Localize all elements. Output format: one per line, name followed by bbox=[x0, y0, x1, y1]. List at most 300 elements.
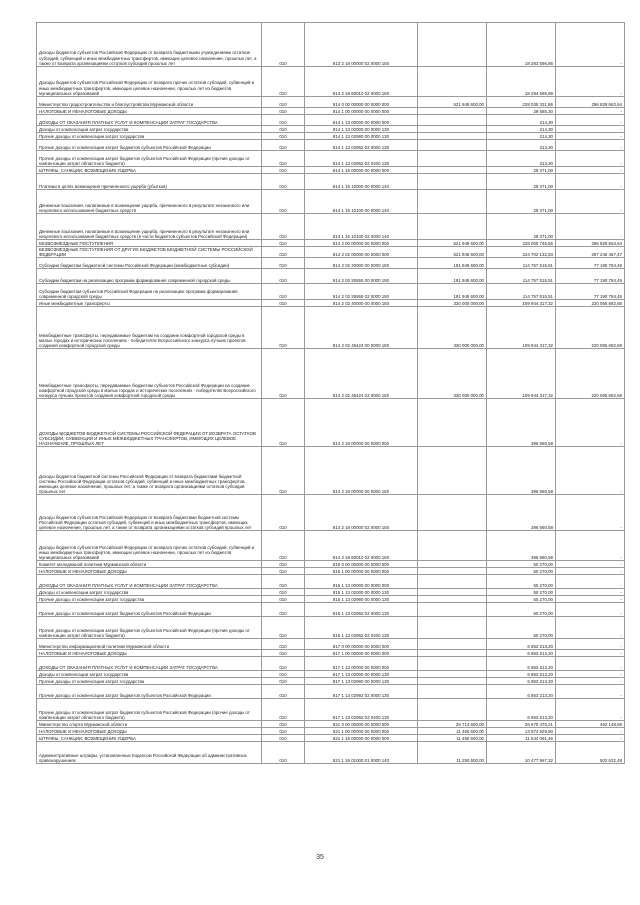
approved-amount-cell: 11 250 600,00 bbox=[418, 742, 487, 764]
unexecuted-amount-cell: - bbox=[556, 685, 625, 699]
revenue-code-cell: 813 2 18 00000 02 0000 150 bbox=[305, 23, 418, 67]
table-row bbox=[37, 190, 625, 214]
table-row bbox=[37, 617, 625, 639]
executed-amount-cell: 13 574 629,80 bbox=[487, 728, 556, 735]
revenue-code-cell: 814 1 13 02992 02 0000 130 bbox=[305, 140, 418, 151]
unexecuted-amount-cell: - bbox=[556, 596, 625, 603]
unexecuted-amount-cell: 77 190 784,49 bbox=[556, 284, 625, 300]
line-code-cell: 010 bbox=[262, 742, 305, 764]
unexecuted-amount-cell: - bbox=[556, 214, 625, 240]
indicator-name-cell: Прочие доходы от компенсации затрат бюджетов субъектов Российской Федерации (прочие доходы от компенсации затрат областного бюджета) bbox=[37, 617, 262, 639]
executed-amount-cell: 50 270,00 bbox=[487, 603, 556, 617]
approved-amount-cell: 521 948 600,00 bbox=[418, 240, 487, 247]
indicator-name-cell: Платежи в целях возмещения причиненного ущерба (убытков) bbox=[37, 174, 262, 190]
unexecuted-amount-cell: - bbox=[556, 657, 625, 671]
approved-amount-cell: 330 000 000,00 bbox=[418, 300, 487, 307]
indicator-name-cell: Министерство спорта Мурманской области bbox=[37, 721, 262, 728]
line-code-cell: 010 bbox=[262, 240, 305, 247]
revenue-code-cell: 815 1 13 02990 00 0000 130 bbox=[305, 596, 418, 603]
line-code-cell: 010 bbox=[262, 115, 305, 126]
approved-amount-cell bbox=[418, 174, 487, 190]
indicator-name-cell: ДОХОДЫ ОТ ОКАЗАНИЯ ПЛАТНЫХ УСЛУГ И КОМПЕНСАЦИИ ЗАТРАТ ГОСУДАРСТВА bbox=[37, 115, 262, 126]
unexecuted-amount-cell: 297 246 467,47 bbox=[556, 247, 625, 258]
approved-amount-cell bbox=[418, 596, 487, 603]
revenue-code-cell: 814 2 02 40000 00 0000 150 bbox=[305, 300, 418, 307]
table-row bbox=[37, 167, 625, 174]
line-code-cell: 010 bbox=[262, 67, 305, 97]
approved-amount-cell: 521 948 600,00 bbox=[418, 247, 487, 258]
indicator-name-cell: НАЛОГОВЫЕ И НЕНАЛОГОВЫЕ ДОХОДЫ bbox=[37, 650, 262, 657]
approved-amount-cell bbox=[418, 214, 487, 240]
indicator-name-cell: ДОХОДЫ БЮДЖЕТОВ БЮДЖЕТНОЙ СИСТЕМЫ РОССИЙСКОЙ ФЕДЕРАЦИИ ОТ ВОЗВРАТА ОСТАТКОВ СУБСИДИЙ, СУБВЕНЦИЙ И ИНЫХ МЕЖБЮДЖЕТНЫХ ТРАНСФЕРТОВ, ИМЕЮЩИХ ЦЕЛЕВОЕ НАЗНАЧЕНИЕ, ПРОШЛЫХ ЛЕТ bbox=[37, 399, 262, 447]
table-row bbox=[37, 269, 625, 284]
revenue-code-cell: 815 1 00 00000 00 0000 000 bbox=[305, 568, 418, 575]
indicator-name-cell: ШТРАФЫ, САНКЦИИ, ВОЗМЕЩЕНИЕ УЩЕРБА bbox=[37, 167, 262, 174]
revenue-code-cell: 814 1 16 10000 00 0000 140 bbox=[305, 174, 418, 190]
line-code-cell: 010 bbox=[262, 639, 305, 650]
revenue-code-cell: 814 1 00 00000 00 0000 000 bbox=[305, 108, 418, 115]
indicator-name-cell: ДОХОДЫ ОТ ОКАЗАНИЯ ПЛАТНЫХ УСЛУГ И КОМПЕНСАЦИИ ЗАТРАТ ГОСУДАРСТВА bbox=[37, 575, 262, 589]
revenue-code-cell: 815 1 13 02992 02 0400 130 bbox=[305, 617, 418, 639]
unexecuted-amount-cell: - bbox=[556, 575, 625, 589]
unexecuted-amount-cell: - bbox=[556, 671, 625, 678]
table-row bbox=[37, 671, 625, 678]
table-row bbox=[37, 531, 625, 561]
indicator-name-cell: Доходы бюджетов субъектов Российской Федерации от возврата прочих остатков субсидий, субвенций и иных межбюджетных трансфертов, имеющих целевое назначение, прошлых лет из бюджетов муниципальных образований bbox=[37, 531, 262, 561]
line-code-cell: 010 bbox=[262, 167, 305, 174]
indicator-name-cell: Доходы от компенсации затрат государства bbox=[37, 589, 262, 596]
line-code-cell: 010 bbox=[262, 190, 305, 214]
executed-amount-cell: 50 270,00 bbox=[487, 617, 556, 639]
approved-amount-cell bbox=[418, 561, 487, 568]
revenue-code-cell: 814 1 13 02000 00 0000 130 bbox=[305, 126, 418, 133]
executed-amount-cell: 396 680,58 bbox=[487, 399, 556, 447]
table-row bbox=[37, 307, 625, 349]
line-code-cell: 010 bbox=[262, 678, 305, 685]
approved-amount-cell bbox=[418, 399, 487, 447]
executed-amount-cell: 50 270,00 bbox=[487, 589, 556, 596]
executed-amount-cell: 18 283 596,86 bbox=[487, 23, 556, 67]
unexecuted-amount-cell: - bbox=[556, 531, 625, 561]
table-row bbox=[37, 699, 625, 721]
unexecuted-amount-cell: - bbox=[556, 133, 625, 140]
revenue-code-cell: 814 2 02 20000 00 0000 150 bbox=[305, 258, 418, 269]
approved-amount-cell bbox=[418, 167, 487, 174]
line-code-cell: 010 bbox=[262, 349, 305, 399]
approved-amount-cell: 191 948 600,00 bbox=[418, 258, 487, 269]
line-code-cell: 010 bbox=[262, 685, 305, 699]
approved-amount-cell bbox=[418, 126, 487, 133]
indicator-name-cell: Доходы от компенсации затрат государства bbox=[37, 671, 262, 678]
executed-amount-cell: 29 585,30 bbox=[487, 108, 556, 115]
revenue-code-cell: 814 2 18 00000 00 0000 000 bbox=[305, 399, 418, 447]
indicator-name-cell: БЕЗВОЗМЕЗДНЫЕ ПОСТУПЛЕНИЯ ОТ ДРУГИХ БЮДЖЕТОВ БЮДЖЕТНОЙ СИСТЕМЫ РОССИЙСКОЙ ФЕДЕРАЦИИ bbox=[37, 247, 262, 258]
table-row bbox=[37, 657, 625, 671]
executed-amount-cell: 29 371,00 bbox=[487, 174, 556, 190]
executed-amount-cell: 114 757 515,51 bbox=[487, 258, 556, 269]
revenue-code-cell: 817 1 13 00000 00 0000 000 bbox=[305, 657, 418, 671]
revenue-code-cell: 814 2 18 60010 02 0000 150 bbox=[305, 531, 418, 561]
table-row bbox=[37, 247, 625, 258]
line-code-cell: 010 bbox=[262, 575, 305, 589]
indicator-name-cell: Денежные взыскания, налагаемые в возмещение ущерба, причиненного в результате незаконного или нецелевого использования бюджетных средств bbox=[37, 190, 262, 214]
line-code-cell: 010 bbox=[262, 108, 305, 115]
executed-amount-cell: 396 680,58 bbox=[487, 447, 556, 495]
indicator-name-cell: НАЛОГОВЫЕ И НЕНАЛОГОВЫЕ ДОХОДЫ bbox=[37, 108, 262, 115]
revenue-code-cell: 814 1 13 02990 00 0000 130 bbox=[305, 133, 418, 140]
unexecuted-amount-cell: - bbox=[556, 167, 625, 174]
indicator-name-cell: ШТРАФЫ, САНКЦИИ, ВОЗМЕЩЕНИЕ УЩЕРБА bbox=[37, 735, 262, 742]
approved-amount-cell bbox=[418, 495, 487, 531]
executed-amount-cell: 396 680,58 bbox=[487, 531, 556, 561]
line-code-cell: 010 bbox=[262, 140, 305, 151]
table-row bbox=[37, 284, 625, 300]
unexecuted-amount-cell: - bbox=[556, 735, 625, 742]
table-row bbox=[37, 349, 625, 399]
line-code-cell: 010 bbox=[262, 735, 305, 742]
revenue-code-cell: 814 2 02 45424 00 0000 150 bbox=[305, 307, 418, 349]
approved-amount-cell bbox=[418, 699, 487, 721]
approved-amount-cell: 330 000 000,00 bbox=[418, 307, 487, 349]
approved-amount-cell bbox=[418, 685, 487, 699]
indicator-name-cell: Прочие доходы от компенсации затрат бюджетов субъектов Российской Федерации bbox=[37, 603, 262, 617]
revenue-code-cell: 814 1 16 10100 00 0000 140 bbox=[305, 190, 418, 214]
indicator-name-cell: Субсидии бюджетам бюджетной системы Российской Федерации (межбюджетные субсидии) bbox=[37, 258, 262, 269]
revenue-code-cell: 821 1 16 00000 00 0000 000 bbox=[305, 735, 418, 742]
indicator-name-cell: Прочие доходы от компенсации затрат государства bbox=[37, 133, 262, 140]
line-code-cell: 010 bbox=[262, 617, 305, 639]
table-row bbox=[37, 133, 625, 140]
executed-amount-cell: 29 371,00 bbox=[487, 214, 556, 240]
executed-amount-cell: 228 035 331,86 bbox=[487, 97, 556, 108]
page-number: 35 bbox=[316, 854, 324, 861]
indicator-name-cell: Прочие доходы от компенсации затрат бюджетов субъектов Российской Федерации bbox=[37, 685, 262, 699]
unexecuted-amount-cell: - bbox=[556, 115, 625, 126]
table-row bbox=[37, 742, 625, 764]
revenue-code-cell: 821 1 00 00000 00 0000 000 bbox=[305, 728, 418, 735]
unexecuted-amount-cell: - bbox=[556, 561, 625, 568]
line-code-cell: 010 bbox=[262, 561, 305, 568]
approved-amount-cell: 191 948 600,00 bbox=[418, 284, 487, 300]
unexecuted-amount-cell: - bbox=[556, 23, 625, 67]
executed-amount-cell: 224 702 132,83 bbox=[487, 247, 556, 258]
line-code-cell: 010 bbox=[262, 699, 305, 721]
unexecuted-amount-cell: - bbox=[556, 603, 625, 617]
line-code-cell: 010 bbox=[262, 97, 305, 108]
approved-amount-cell bbox=[418, 575, 487, 589]
table-row bbox=[37, 603, 625, 617]
revenue-code-cell: 813 2 18 60010 02 0000 150 bbox=[305, 67, 418, 97]
table-row bbox=[37, 67, 625, 97]
unexecuted-amount-cell: - bbox=[556, 447, 625, 495]
unexecuted-amount-cell: - bbox=[556, 126, 625, 133]
approved-amount-cell bbox=[418, 190, 487, 214]
revenue-code-cell: 814 1 16 00000 00 0000 000 bbox=[305, 167, 418, 174]
indicator-name-cell: Иные межбюджетные трансферты bbox=[37, 300, 262, 307]
line-code-cell: 010 bbox=[262, 174, 305, 190]
approved-amount-cell bbox=[418, 657, 487, 671]
unexecuted-amount-cell: 77 190 784,49 bbox=[556, 258, 625, 269]
unexecuted-amount-cell: - bbox=[556, 151, 625, 167]
revenue-code-cell: 814 1 16 10100 02 0000 140 bbox=[305, 214, 418, 240]
table-row bbox=[37, 735, 625, 742]
line-code-cell: 010 bbox=[262, 657, 305, 671]
approved-amount-cell bbox=[418, 23, 487, 67]
table-row bbox=[37, 678, 625, 685]
executed-amount-cell: 6 853 213,20 bbox=[487, 685, 556, 699]
revenue-code-cell: 815 0 00 00000 00 0000 000 bbox=[305, 561, 418, 568]
revenue-code-cell: 814 2 02 45424 02 0000 150 bbox=[305, 349, 418, 399]
executed-amount-cell: 109 944 317,32 bbox=[487, 300, 556, 307]
indicator-name-cell: Доходы бюджетов субъектов Российской Федерации от возврата прочих остатков субсидий, субвенций и иных межбюджетных трансфертов, имеющих целевое назначение, прошлых лет из бюджетов муниципальных образований bbox=[37, 67, 262, 97]
approved-amount-cell bbox=[418, 133, 487, 140]
executed-amount-cell: 114 757 515,51 bbox=[487, 269, 556, 284]
executed-amount-cell: 6 853 213,20 bbox=[487, 678, 556, 685]
executed-amount-cell: 18 284 596,89 bbox=[487, 67, 556, 97]
revenue-code-cell: 815 1 13 02000 00 0000 130 bbox=[305, 589, 418, 596]
indicator-name-cell: Денежные взыскания, налагаемые в возмещение ущерба, причиненного в результате незаконного или нецелевого использования бюджетных средств (в части бюджетов субъектов Российской Федерации) bbox=[37, 214, 262, 240]
executed-amount-cell: 11 544 091,46 bbox=[487, 735, 556, 742]
approved-amount-cell bbox=[418, 671, 487, 678]
revenue-table bbox=[36, 22, 625, 764]
revenue-code-cell: 821 0 00 00000 00 0000 000 bbox=[305, 721, 418, 728]
line-code-cell: 010 bbox=[262, 258, 305, 269]
table-row bbox=[37, 115, 625, 126]
revenue-table-body bbox=[37, 23, 625, 764]
line-code-cell: 010 bbox=[262, 126, 305, 133]
executed-amount-cell: 29 371,00 bbox=[487, 167, 556, 174]
approved-amount-cell bbox=[418, 589, 487, 596]
indicator-name-cell: Межбюджетные трансферты, передаваемые бюджетам субъектов Российской Федерации на создание комфортной городской среды в малых городах и исторических поселениях - победителях Всероссийского конкурса лучших проектов создания комфортной городской среды bbox=[37, 349, 262, 399]
approved-amount-cell bbox=[418, 115, 487, 126]
executed-amount-cell: 6 853 213,20 bbox=[487, 671, 556, 678]
indicator-name-cell: ДОХОДЫ ОТ ОКАЗАНИЯ ПЛАТНЫХ УСЛУГ И КОМПЕНСАЦИИ ЗАТРАТ ГОСУДАРСТВА bbox=[37, 657, 262, 671]
table-row bbox=[37, 721, 625, 728]
unexecuted-amount-cell: - bbox=[556, 495, 625, 531]
approved-amount-cell: 11 450 600,00 bbox=[418, 735, 487, 742]
revenue-code-cell: 814 2 02 00000 00 0000 000 bbox=[305, 247, 418, 258]
indicator-name-cell: Министерство градостроительства и благоустройства Мурманской области bbox=[37, 97, 262, 108]
table-row bbox=[37, 151, 625, 167]
executed-amount-cell: 214,30 bbox=[487, 151, 556, 167]
revenue-code-cell: 814 1 13 02992 02 0400 130 bbox=[305, 151, 418, 167]
approved-amount-cell bbox=[418, 67, 487, 97]
line-code-cell: 010 bbox=[262, 399, 305, 447]
line-code-cell: 010 bbox=[262, 214, 305, 240]
unexecuted-amount-cell: 462 148,59 bbox=[556, 721, 625, 728]
unexecuted-amount-cell: - bbox=[556, 639, 625, 650]
revenue-code-cell: 817 0 00 00000 00 0000 000 bbox=[305, 639, 418, 650]
table-row bbox=[37, 495, 625, 531]
indicator-name-cell: Административные штрафы, установленные Кодексом Российской Федерации об административных правонарушениях bbox=[37, 742, 262, 764]
approved-amount-cell bbox=[418, 108, 487, 115]
executed-amount-cell: 50 270,00 bbox=[487, 596, 556, 603]
table-row bbox=[37, 240, 625, 247]
line-code-cell: 010 bbox=[262, 589, 305, 596]
revenue-code-cell: 817 1 00 00000 00 0000 000 bbox=[305, 650, 418, 657]
line-code-cell: 010 bbox=[262, 721, 305, 728]
unexecuted-amount-cell: - bbox=[556, 108, 625, 115]
approved-amount-cell: 11 450 600,00 bbox=[418, 728, 487, 735]
unexecuted-amount-cell: - bbox=[556, 617, 625, 639]
indicator-name-cell: Доходы бюджетов бюджетной системы Российской Федерации от возврата бюджетами бюджетной системы Российской Федерации остатков субсидий, субвенций и иных межбюджетных трансфертов, имеющих целевое назначение, прошлых лет, а также от возврата организациями остатков субсидий прошлых лет bbox=[37, 447, 262, 495]
executed-amount-cell: 50 270,00 bbox=[487, 561, 556, 568]
line-code-cell: 010 bbox=[262, 23, 305, 67]
unexecuted-amount-cell: - bbox=[556, 699, 625, 721]
line-code-cell: 010 bbox=[262, 596, 305, 603]
revenue-code-cell: 817 1 13 02992 02 0000 130 bbox=[305, 685, 418, 699]
line-code-cell: 010 bbox=[262, 247, 305, 258]
approved-amount-cell bbox=[418, 531, 487, 561]
revenue-code-cell: 817 1 13 02000 00 0000 130 bbox=[305, 671, 418, 678]
unexecuted-amount-cell: - bbox=[556, 190, 625, 214]
executed-amount-cell: 214,30 bbox=[487, 115, 556, 126]
executed-amount-cell: 10 477 967,32 bbox=[487, 742, 556, 764]
revenue-code-cell: 814 2 18 00000 02 0000 150 bbox=[305, 495, 418, 531]
indicator-name-cell: Прочие доходы от компенсации затрат бюджетов субъектов Российской Федерации bbox=[37, 140, 262, 151]
executed-amount-cell: 109 944 317,32 bbox=[487, 349, 556, 399]
unexecuted-amount-cell: - bbox=[556, 589, 625, 596]
approved-amount-cell bbox=[418, 603, 487, 617]
executed-amount-cell: 214,30 bbox=[487, 133, 556, 140]
revenue-code-cell: 814 2 02 25555 00 0000 150 bbox=[305, 269, 418, 284]
table-row bbox=[37, 23, 625, 67]
approved-amount-cell bbox=[418, 447, 487, 495]
indicator-name-cell: НАЛОГОВЫЕ И НЕНАЛОГОВЫЕ ДОХОДЫ bbox=[37, 568, 262, 575]
executed-amount-cell: 26 670 475,21 bbox=[487, 721, 556, 728]
indicator-name-cell: Прочие доходы от компенсации затрат государства bbox=[37, 678, 262, 685]
executed-amount-cell: 6 853 213,20 bbox=[487, 639, 556, 650]
indicator-name-cell: Прочие доходы от компенсации затрат государства bbox=[37, 596, 262, 603]
revenue-code-cell: 814 2 00 00000 00 0000 000 bbox=[305, 240, 418, 247]
indicator-name-cell: Доходы бюджетов субъектов Российской Федерации от возврата бюджетами бюджетной системы Российской Федерации остатков субсидий, субвенций и иных межбюджетных трансфертов, имеющих целевое назначение, прошлых лет, а также от возврата организациями остатков субсидий прошлых лет bbox=[37, 495, 262, 531]
approved-amount-cell bbox=[418, 140, 487, 151]
unexecuted-amount-cell: 296 829 663,64 bbox=[556, 97, 625, 108]
unexecuted-amount-cell: 220 055 682,68 bbox=[556, 307, 625, 349]
approved-amount-cell bbox=[418, 151, 487, 167]
unexecuted-amount-cell: - bbox=[556, 678, 625, 685]
executed-amount-cell: 396 680,58 bbox=[487, 495, 556, 531]
revenue-code-cell: 817 1 13 02990 00 0000 130 bbox=[305, 678, 418, 685]
unexecuted-amount-cell: 77 190 784,49 bbox=[556, 269, 625, 284]
table-row bbox=[37, 639, 625, 650]
table-row bbox=[37, 97, 625, 108]
line-code-cell: 010 bbox=[262, 300, 305, 307]
executed-amount-cell: 50 270,00 bbox=[487, 575, 556, 589]
unexecuted-amount-cell: - bbox=[556, 399, 625, 447]
table-row bbox=[37, 589, 625, 596]
table-row bbox=[37, 126, 625, 133]
line-code-cell: 010 bbox=[262, 307, 305, 349]
executed-amount-cell: 6 853 213,20 bbox=[487, 650, 556, 657]
revenue-code-cell: 821 1 16 01000 01 0000 140 bbox=[305, 742, 418, 764]
approved-amount-cell: 26 713 600,00 bbox=[418, 721, 487, 728]
table-row bbox=[37, 399, 625, 447]
executed-amount-cell: 29 371,00 bbox=[487, 190, 556, 214]
approved-amount-cell bbox=[418, 568, 487, 575]
executed-amount-cell: 214,30 bbox=[487, 126, 556, 133]
table-row bbox=[37, 685, 625, 699]
executed-amount-cell: 214,30 bbox=[487, 140, 556, 151]
approved-amount-cell: 521 948 600,00 bbox=[418, 97, 487, 108]
unexecuted-amount-cell: - bbox=[556, 140, 625, 151]
revenue-code-cell: 815 1 13 00000 00 0000 000 bbox=[305, 575, 418, 589]
indicator-name-cell: Доходы бюджетов субъектов Российской Федерации от возврата бюджетными учреждениями остатков субсидий, субвенций и иных межбюджетных трансфертов, имеющих целевое назначение, прошлых лет, а также от возврата организациями остатков субсидий прошлых лет bbox=[37, 23, 262, 67]
table-row bbox=[37, 561, 625, 568]
approved-amount-cell bbox=[418, 678, 487, 685]
indicator-name-cell: Субсидии бюджетам на реализацию программ формирования современной городской среды bbox=[37, 269, 262, 284]
line-code-cell: 010 bbox=[262, 728, 305, 735]
table-row bbox=[37, 174, 625, 190]
executed-amount-cell: 114 757 515,51 bbox=[487, 284, 556, 300]
table-row bbox=[37, 728, 625, 735]
indicator-name-cell: Доходы от компенсации затрат государства bbox=[37, 126, 262, 133]
indicator-name-cell: Прочие доходы от компенсации затрат бюджетов субъектов Российской Федерации (прочие доходы от компенсации затрат областного бюджета) bbox=[37, 699, 262, 721]
unexecuted-amount-cell: - bbox=[556, 728, 625, 735]
revenue-code-cell: 814 1 13 00000 00 0000 000 bbox=[305, 115, 418, 126]
executed-amount-cell: 50 270,00 bbox=[487, 568, 556, 575]
unexecuted-amount-cell: - bbox=[556, 650, 625, 657]
unexecuted-amount-cell: 502 632,48 bbox=[556, 742, 625, 764]
line-code-cell: 010 bbox=[262, 650, 305, 657]
indicator-name-cell: Прочие доходы от компенсации затрат бюджетов субъектов Российской Федерации (прочие доходы от компенсации затрат областного бюджета) bbox=[37, 151, 262, 167]
executed-amount-cell: 6 853 213,20 bbox=[487, 699, 556, 721]
line-code-cell: 010 bbox=[262, 447, 305, 495]
table-row bbox=[37, 596, 625, 603]
revenue-code-cell: 814 2 02 25555 02 0000 150 bbox=[305, 284, 418, 300]
revenue-code-cell: 817 1 13 02992 02 0400 130 bbox=[305, 699, 418, 721]
indicator-name-cell: Субсидии бюджетам субъектов Российской Федерации на реализацию программ формирования современной городской среды bbox=[37, 284, 262, 300]
revenue-code-cell: 814 2 18 00000 00 0000 150 bbox=[305, 447, 418, 495]
indicator-name-cell: Комитет молодежной политики Мурманской области bbox=[37, 561, 262, 568]
unexecuted-amount-cell: 296 829 663,64 bbox=[556, 240, 625, 247]
table-row bbox=[37, 650, 625, 657]
unexecuted-amount-cell: 220 055 682,68 bbox=[556, 349, 625, 399]
unexecuted-amount-cell: - bbox=[556, 174, 625, 190]
indicator-name-cell: БЕЗВОЗМЕЗДНЫЕ ПОСТУПЛЕНИЯ bbox=[37, 240, 262, 247]
line-code-cell: 010 bbox=[262, 671, 305, 678]
line-code-cell: 010 bbox=[262, 495, 305, 531]
table-row bbox=[37, 447, 625, 495]
line-code-cell: 010 bbox=[262, 151, 305, 167]
revenue-code-cell: 815 1 13 02992 02 0000 130 bbox=[305, 603, 418, 617]
table-row bbox=[37, 214, 625, 240]
table-row bbox=[37, 300, 625, 307]
executed-amount-cell: 109 944 317,32 bbox=[487, 307, 556, 349]
line-code-cell: 010 bbox=[262, 603, 305, 617]
table-row bbox=[37, 568, 625, 575]
line-code-cell: 010 bbox=[262, 269, 305, 284]
indicator-name-cell: НАЛОГОВЫЕ И НЕНАЛОГОВЫЕ ДОХОДЫ bbox=[37, 728, 262, 735]
approved-amount-cell bbox=[418, 650, 487, 657]
executed-amount-cell: 6 853 213,20 bbox=[487, 657, 556, 671]
approved-amount-cell bbox=[418, 617, 487, 639]
indicator-name-cell: Межбюджетные трансферты, передаваемые бюджетам на создание комфортной городской среды в малых городах и исторических поселениях - победителях Всероссийского конкурса лучших проектов создания комфортной городской среды bbox=[37, 307, 262, 349]
table-row bbox=[37, 575, 625, 589]
unexecuted-amount-cell: 220 055 682,68 bbox=[556, 300, 625, 307]
executed-amount-cell: 228 005 746,56 bbox=[487, 240, 556, 247]
indicator-name-cell: Министерство информационной политики Мурманской области bbox=[37, 639, 262, 650]
table-row bbox=[37, 108, 625, 115]
line-code-cell: 010 bbox=[262, 284, 305, 300]
line-code-cell: 010 bbox=[262, 568, 305, 575]
revenue-code-cell: 814 0 00 00000 00 0000 000 bbox=[305, 97, 418, 108]
approved-amount-cell: 330 000 000,00 bbox=[418, 349, 487, 399]
table-row bbox=[37, 258, 625, 269]
unexecuted-amount-cell: - bbox=[556, 568, 625, 575]
line-code-cell: 010 bbox=[262, 133, 305, 140]
line-code-cell: 010 bbox=[262, 531, 305, 561]
